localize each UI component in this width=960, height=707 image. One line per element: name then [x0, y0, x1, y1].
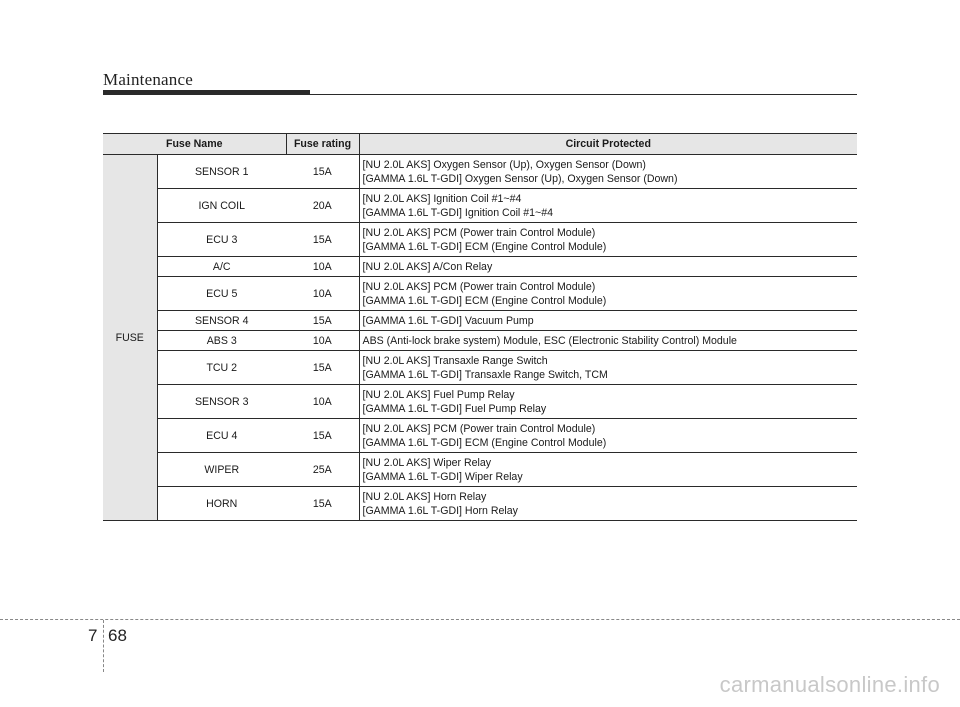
circuit-line: [NU 2.0L AKS] A/Con Relay: [362, 260, 493, 273]
circuit-line: [NU 2.0L AKS] Wiper Relay: [362, 456, 492, 469]
circuit-line: [NU 2.0L AKS] Ignition Coil #1~#4: [362, 192, 522, 205]
circuit-line: [GAMMA 1.6L T-GDI] Oxygen Sensor (Up), Oxygen Sensor (Down): [362, 172, 678, 185]
circuit-line: [NU 2.0L AKS] Transaxle Range Switch: [362, 354, 548, 367]
circuit-protected-cell: [359, 453, 857, 487]
table-row: [103, 155, 857, 189]
footer-divider: [0, 619, 960, 620]
circuit-line: [GAMMA 1.6L T-GDI] ECM (Engine Control Module): [362, 240, 607, 253]
circuit-protected-cell: [359, 351, 857, 385]
page-number: 68: [108, 626, 127, 645]
circuit-protected-cell: [359, 331, 857, 351]
circuit-line: [NU 2.0L AKS] Fuel Pump Relay: [362, 388, 515, 401]
table-row: [103, 277, 857, 311]
fuse-name-cell: A/C: [157, 257, 286, 277]
fuse-name-cell: SENSOR 1: [157, 155, 286, 189]
circuit-line: [GAMMA 1.6L T-GDI] Wiper Relay: [362, 470, 523, 483]
table-row: [103, 331, 857, 351]
fuse-name-cell: ECU 5: [157, 277, 286, 311]
circuit-line: [NU 2.0L AKS] PCM (Power train Control Module): [362, 226, 596, 239]
circuit-protected-cell: [359, 419, 857, 453]
table-header-row: [103, 134, 857, 155]
circuit-protected-cell: [359, 155, 857, 189]
table-row: [103, 189, 857, 223]
fuse-group-label: FUSE: [103, 155, 157, 521]
column-header-fuse-name: Fuse Name: [103, 134, 286, 155]
circuit-protected-cell: [359, 257, 857, 277]
fuse-rating-cell: 10A: [286, 331, 359, 351]
table-row: [103, 385, 857, 419]
table-row: [103, 453, 857, 487]
table-row: [103, 223, 857, 257]
fuse-rating-cell: 15A: [286, 155, 359, 189]
header-divider: [103, 94, 857, 95]
watermark: carmanualsonline.info: [719, 672, 940, 697]
table-row: [103, 351, 857, 385]
table-row: [103, 487, 857, 521]
circuit-line: [NU 2.0L AKS] PCM (Power train Control Module): [362, 280, 596, 293]
section-title: Maintenance: [103, 70, 193, 89]
fuse-name-cell: ECU 3: [157, 223, 286, 257]
footer-vertical-divider: [103, 620, 104, 672]
column-header-fuse-rating: Fuse rating: [286, 134, 359, 155]
fuse-table: [103, 133, 857, 521]
column-header-circuit-protected: Circuit Protected: [359, 134, 857, 155]
circuit-protected-cell: [359, 223, 857, 257]
circuit-line: ABS (Anti-lock brake system) Module, ESC (Electronic Stability Control) Module: [362, 334, 737, 347]
circuit-protected-cell: [359, 277, 857, 311]
circuit-line: [GAMMA 1.6L T-GDI] Horn Relay: [362, 504, 518, 517]
table-row: [103, 311, 857, 331]
fuse-name-cell: IGN COIL: [157, 189, 286, 223]
circuit-line: [GAMMA 1.6L T-GDI] Fuel Pump Relay: [362, 402, 547, 415]
fuse-rating-cell: 10A: [286, 257, 359, 277]
fuse-name-cell: ECU 4: [157, 419, 286, 453]
circuit-protected-cell: [359, 189, 857, 223]
fuse-rating-cell: 15A: [286, 223, 359, 257]
circuit-line: [GAMMA 1.6L T-GDI] ECM (Engine Control Module): [362, 436, 607, 449]
circuit-protected-cell: [359, 487, 857, 521]
fuse-rating-cell: 10A: [286, 385, 359, 419]
fuse-table-body: [103, 155, 857, 521]
circuit-line: [GAMMA 1.6L T-GDI] ECM (Engine Control Module): [362, 294, 607, 307]
fuse-name-cell: HORN: [157, 487, 286, 521]
fuse-name-cell: ABS 3: [157, 331, 286, 351]
table-row: [103, 419, 857, 453]
fuse-rating-cell: 10A: [286, 277, 359, 311]
circuit-line: [NU 2.0L AKS] PCM (Power train Control Module): [362, 422, 596, 435]
fuse-name-cell: SENSOR 3: [157, 385, 286, 419]
circuit-protected-cell: [359, 385, 857, 419]
circuit-protected-cell: [359, 311, 857, 331]
fuse-rating-cell: 25A: [286, 453, 359, 487]
circuit-line: [GAMMA 1.6L T-GDI] Ignition Coil #1~#4: [362, 206, 553, 219]
fuse-name-cell: WIPER: [157, 453, 286, 487]
fuse-rating-cell: 15A: [286, 311, 359, 331]
fuse-name-cell: SENSOR 4: [157, 311, 286, 331]
fuse-rating-cell: 15A: [286, 419, 359, 453]
fuse-rating-cell: 15A: [286, 351, 359, 385]
chapter-number: 7: [88, 626, 98, 645]
fuse-name-cell: TCU 2: [157, 351, 286, 385]
circuit-line: [NU 2.0L AKS] Horn Relay: [362, 490, 487, 503]
fuse-rating-cell: 15A: [286, 487, 359, 521]
circuit-line: [GAMMA 1.6L T-GDI] Transaxle Range Switch, TCM: [362, 368, 608, 381]
circuit-line: [GAMMA 1.6L T-GDI] Vacuum Pump: [362, 314, 534, 327]
fuse-rating-cell: 20A: [286, 189, 359, 223]
circuit-line: [NU 2.0L AKS] Oxygen Sensor (Up), Oxygen Sensor (Down): [362, 158, 646, 171]
table-row: [103, 257, 857, 277]
